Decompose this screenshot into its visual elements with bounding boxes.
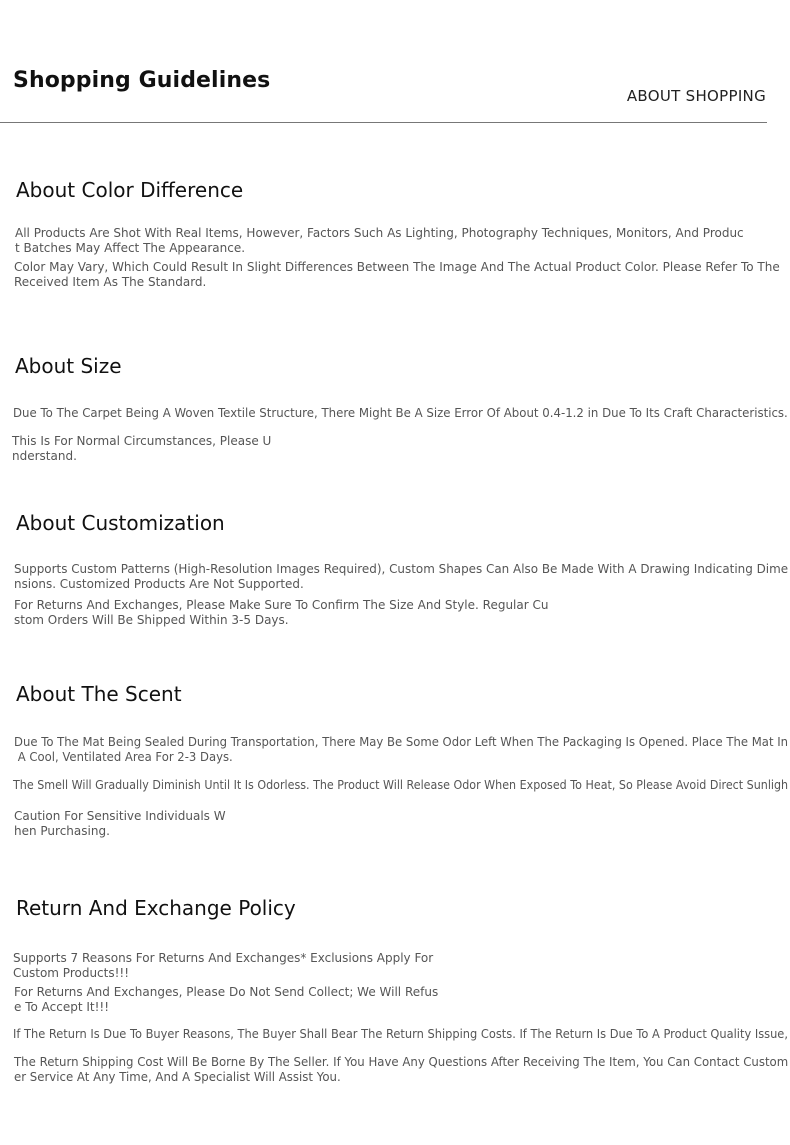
paragraph-size-2: This Is For Normal Circumstances, Please U nderstand. (12, 434, 272, 463)
heading-size: About Size (15, 354, 122, 378)
paragraph-color-1: All Products Are Shot With Real Items, However, Factors Such As Lighting, Photography Techniques, Monitors, And Produc t Batches May Affect The Appearance. (15, 226, 744, 255)
paragraph-scent-2: The Smell Will Gradually Diminish Until It Is Odorless. The Product Will Release Odor When Exposed To Heat, So Please Avoid Direct Sunligh (13, 778, 789, 792)
paragraph-color-2: Color May Vary, Which Could Result In Slight Differences Between The Image And The Actual Product Color. Please Refer To The Received Item As The Standard. (14, 260, 780, 289)
heading-scent: About The Scent (16, 682, 182, 706)
paragraph-custom-2: For Returns And Exchanges, Please Make Sure To Confirm The Size And Style. Regular Cu stom Orders Will Be Shipped Within 3-5 Days. (14, 598, 549, 627)
paragraph-custom-1: Supports Custom Patterns (High-Resolution Images Required), Custom Shapes Can Also Be Made With A Drawing Indicating Dime nsions. Customized Products Are Not Supported. (14, 562, 789, 591)
paragraph-return-2: For Returns And Exchanges, Please Do Not Send Collect; We Will Refus e To Accept It!!! (14, 985, 439, 1014)
heading-color-difference: About Color Difference (16, 178, 244, 202)
heading-return-policy: Return And Exchange Policy (16, 896, 296, 920)
paragraph-return-1: Supports 7 Reasons For Returns And Exchanges* Exclusions Apply For Custom Products!!! (13, 951, 434, 980)
paragraph-scent-3: Caution For Sensitive Individuals W hen Purchasing. (14, 809, 226, 838)
page-title: Shopping Guidelines (13, 68, 271, 93)
paragraph-return-4: The Return Shipping Cost Will Be Borne By The Seller. If You Have Any Questions After Receiving The Item, You Can Contact Custom er Service At Any Time, And A Specialist Will Assist You. (14, 1055, 789, 1084)
paragraph-return-3: If The Return Is Due To Buyer Reasons, The Buyer Shall Bear The Return Shipping Costs. If The Return Is Due To A Product Quality Issue, (13, 1027, 788, 1041)
header-divider (0, 122, 767, 123)
paragraph-scent-1: Due To The Mat Being Sealed During Transportation, There May Be Some Odor Left When The Packaging Is Opened. Place The Mat In A Cool, Ventilated Area For 2-3 Days. (14, 735, 789, 764)
heading-customization: About Customization (16, 511, 225, 535)
paragraph-size-1: Due To The Carpet Being A Woven Textile Structure, There Might Be A Size Error Of About 0.4-1.2 in Due To Its Craft Characteristics. (13, 406, 788, 420)
section-tag: ABOUT SHOPPING (626, 87, 766, 105)
